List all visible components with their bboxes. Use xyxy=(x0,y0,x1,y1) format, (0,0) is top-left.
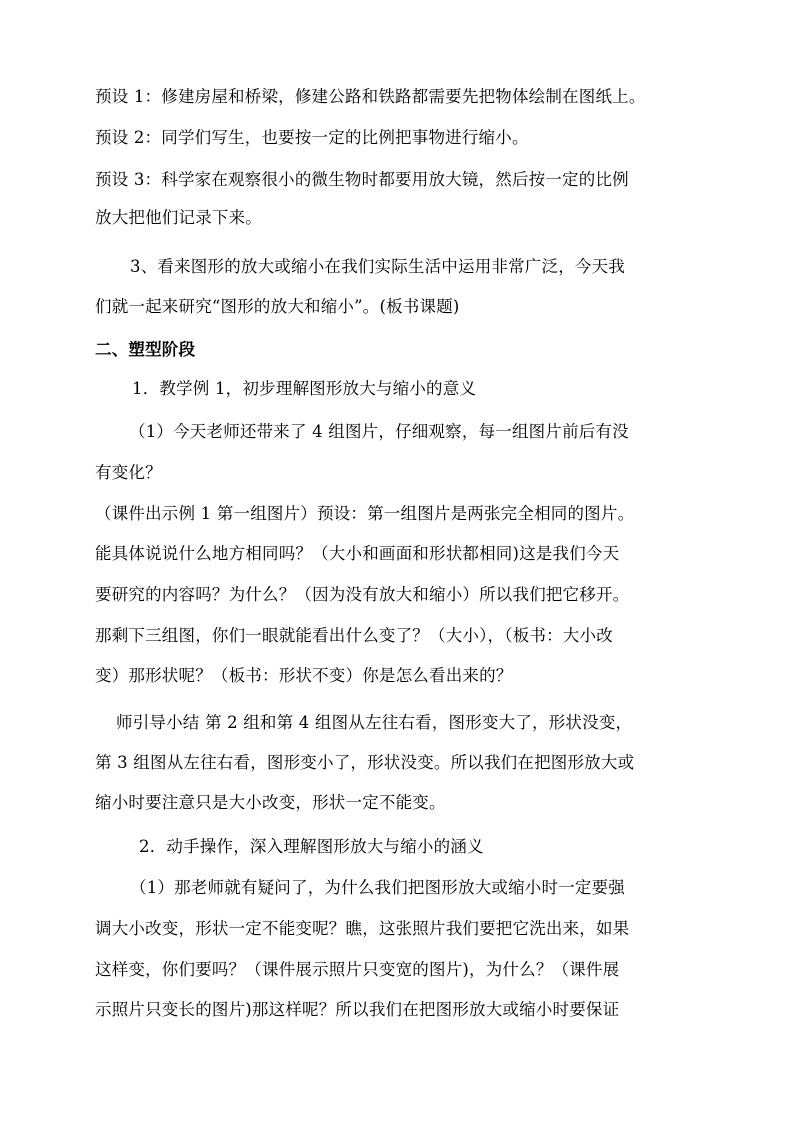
text-line: 3、看来图形的放大或缩小在我们实际生活中运用非常广泛，今天我 xyxy=(130,257,625,276)
text-line: 有变化？ xyxy=(95,463,162,482)
text-line: 预设 1：修建房屋和桥梁，修建公路和铁路都需要先把物体绘制在图纸上。 xyxy=(95,87,646,106)
text-line: 们就一起来研究“图形的放大和缩小”。(板书课题) xyxy=(95,297,460,316)
text-line: 缩小时要注意只是大小改变，形状一定不能变。 xyxy=(95,793,446,812)
text-line: （课件出示例 1 第一组图片）预设：第一组图片是两张完全相同的图片。 xyxy=(95,504,635,523)
text-line: 调大小改变，形状一定不能变呢？瞧，这张照片我们要把它洗出来，如果 xyxy=(95,919,630,938)
text-line: 1．教学例 1，初步理解图形放大与缩小的意义 xyxy=(132,379,477,398)
text-line: （1）那老师就有疑问了，为什么我们把图形放大或缩小时一定要强 xyxy=(130,878,625,897)
text-line: 预设 2：同学们写生，也要按一定的比例把事物进行缩小。 xyxy=(95,128,529,147)
text-line: 第 3 组图从左往右看，图形变小了，形状没变。所以我们在把图形放大或 xyxy=(95,753,635,772)
text-line: 2．动手操作，深入理解图形放大与缩小的涵义 xyxy=(139,837,484,856)
text-line: 能具体说说什么地方相同吗？（大小和画面和形状都相同)这是我们今天 xyxy=(95,544,620,563)
text-line: 要研究的内容吗？为什么？（因为没有放大和缩小）所以我们把它移开。 xyxy=(95,585,630,604)
text-line: 师引导小结 第 2 组和第 4 组图从左往右看，图形变大了，形状没变， xyxy=(116,713,633,732)
text-line: 这样变，你们要吗？（课件展示照片只变宽的图片)，为什么？（课件展 xyxy=(95,960,620,979)
text-line: 示照片只变长的图片)那这样呢？所以我们在把图形放大或缩小时要保证 xyxy=(95,1000,620,1019)
text-line: 那剩下三组图，你们一眼就能看出什么变了？（大小），（板书：大小改 xyxy=(95,626,613,645)
text-line: （1）今天老师还带来了 4 组图片，仔细观察，每一组图片前后有没 xyxy=(129,422,629,441)
text-line: 放大把他们记录下来。 xyxy=(95,208,262,227)
section-heading: 二、塑型阶段 xyxy=(95,340,196,359)
text-line: 预设 3：科学家在观察很小的微生物时都要用放大镜，然后按一定的比例 xyxy=(95,170,629,189)
text-line: 变）那形状呢？（板书：形状不变）你是怎么看出来的？ xyxy=(95,666,513,685)
